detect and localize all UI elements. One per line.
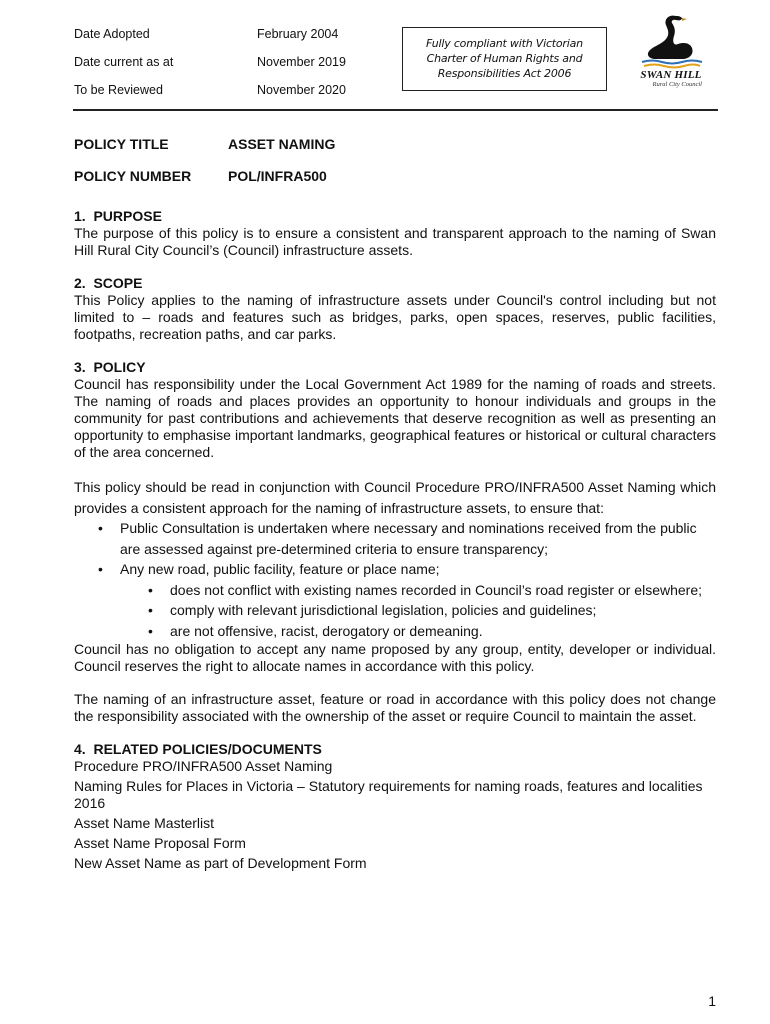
policy-title-value: ASSET NAMING	[228, 136, 336, 152]
sub-list-item: • are not offensive, racist, derogatory or demeaning.	[74, 621, 716, 642]
related-document: Asset Name Masterlist	[74, 815, 215, 831]
policy-number-value: POL/INFRA500	[228, 168, 327, 184]
swan-icon	[632, 12, 710, 70]
sub-list-item: • comply with relevant jurisdictional legislation, policies and guidelines;	[74, 600, 716, 621]
meta-value: November 2020	[257, 83, 346, 97]
section-heading-related: 4. RELATED POLICIES/DOCUMENTS	[74, 741, 322, 757]
policy-paragraph-4: The naming of an infrastructure asset, feature or road in accordance with this policy does not change the responsibility associated with the ownership of the asset or require Council to maintain the asset.	[74, 691, 716, 724]
policy-number-label: POLICY NUMBER	[74, 168, 192, 184]
related-document: Naming Rules for Places in Victoria – Statutory requirements for naming roads, features and localities 2016	[74, 778, 703, 811]
policy-title-label: POLICY TITLE	[74, 136, 169, 152]
compliance-line: Charter of Human Rights and	[426, 52, 583, 65]
policy-paragraph-1: Council has responsibility under the Local Government Act 1989 for the naming of roads and streets. The naming of roads and places provides an opportunity to honour individuals and groups in the community for past contributions and achievements that deserve recognition as well as presenting an opportunity to emphasise important landmarks, geographical features or historical or cultural characters of the area concerned.	[74, 376, 716, 460]
scope-text: This Policy applies to the naming of infrastructure assets under Council's control including but not limited to – roads and features such as bridges, parks, open spaces, reserves, public facilities, footpaths, recreation paths, and car parks.	[74, 292, 716, 342]
compliance-line: Responsibilities Act 2006	[437, 67, 572, 80]
sub-list-item: • does not conflict with existing names recorded in Council’s road register or elsewhere;	[74, 580, 716, 601]
swan-hill-logo	[632, 12, 710, 90]
list-item: • Public Consultation is undertaken where necessary and nominations received from the public are assessed against pre-determined criteria to ensure transparency;	[74, 518, 716, 559]
page-number: 1	[708, 993, 716, 1009]
meta-value: November 2019	[257, 55, 346, 69]
logo-name: SWAN HILL	[640, 69, 702, 81]
policy-paragraph-2: This policy should be read in conjunction with Council Procedure PRO/INFRA500 Asset Naming which provides a consistent approach for the naming of infrastructure assets, to ensure that:	[74, 479, 716, 516]
compliance-line: Fully compliant with Victorian	[426, 37, 583, 50]
meta-label: To be Reviewed	[74, 83, 163, 97]
section-heading-scope: 2. SCOPE	[74, 275, 143, 291]
purpose-text: The purpose of this policy is to ensure a consistent and transparent approach to the naming of Swan Hill Rural City Council’s (Council) infrastructure assets.	[74, 225, 716, 258]
logo-subtitle: Rural City Council	[652, 81, 702, 88]
related-document: Asset Name Proposal Form	[74, 835, 246, 851]
related-document: New Asset Name as part of Development Form	[74, 855, 367, 871]
section-heading-policy: 3. POLICY	[74, 359, 146, 375]
meta-label: Date Adopted	[74, 27, 150, 41]
list-item: • Any new road, public facility, feature or place name;	[74, 559, 716, 580]
policy-bullet-list	[74, 518, 716, 641]
section-heading-purpose: 1. PURPOSE	[74, 208, 162, 224]
meta-value: February 2004	[257, 27, 339, 41]
policy-paragraph-3: Council has no obligation to accept any name proposed by any group, entity, developer or individual. Council reserves the right to allocate names in accordance with this policy.	[74, 641, 716, 674]
policy-content	[74, 208, 716, 872]
meta-label: Date current as at	[74, 55, 174, 69]
related-document: Procedure PRO/INFRA500 Asset Naming	[74, 758, 333, 774]
header-divider	[73, 109, 718, 111]
human-rights-compliance-box	[402, 27, 607, 91]
